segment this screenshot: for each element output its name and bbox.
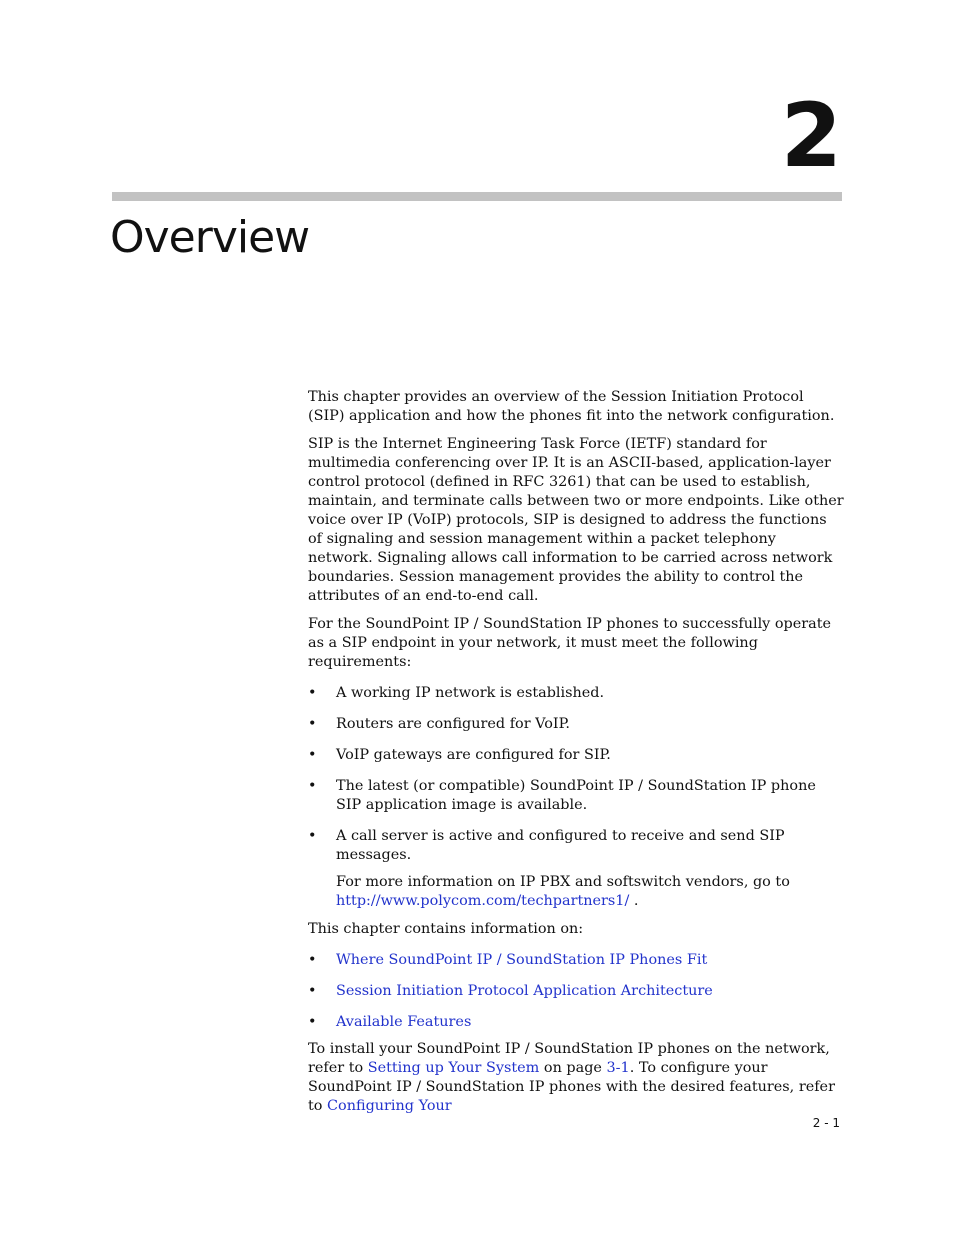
contents-item (308, 982, 844, 1001)
contents-link-available-features[interactable]: Available Features (336, 1014, 472, 1030)
requirement-item: • A call server is active and configured to receive and send SIP messages. (308, 828, 785, 863)
bullet-icon: • (308, 778, 317, 794)
sip-paragraph: SIP is the Internet Engineering Task Force (IETF) standard for multimedia conferencing over IP. It is an ASCII-based, application-layer control protocol (defined in RFC 3261) that can be used to establish, maintain, and terminate calls between two or more endpoints. Like other voice over IP (VoIP) protocols, SIP is designed to address the functions of signaling and session management within a packet telephony network. Signaling allows call information to be carried across network boundaries. Session management provides the ability to control the attributes of an end-to-end call. (308, 436, 844, 604)
requirement-item: • VoIP gateways are configured for SIP. (308, 747, 611, 763)
bullet-icon: • (308, 1014, 317, 1030)
techpartners-link[interactable]: http://www.polycom.com/techpartners1/ (336, 893, 630, 909)
bullet-icon: • (308, 747, 317, 763)
bullet-icon: • (308, 952, 317, 968)
page-number: 2 - 1 (812, 1116, 840, 1130)
bullet-icon: • (308, 983, 317, 999)
contents-intro: This chapter contains information on: (308, 921, 584, 937)
closing-paragraph: To install your SoundPoint IP / SoundStation IP phones on the network, refer to Setting up Your System on page 3-1. To configure your SoundPoint IP / SoundStation IP phones with the desired features, refer to Configuring Your (308, 1041, 835, 1114)
requirement-item: • Routers are configured for VoIP. (308, 716, 570, 732)
more-info-paragraph: For more information on IP PBX and softswitch vendors, go to http://www.polycom.com/techpartners1/ . (336, 874, 790, 909)
chapter-divider (112, 192, 842, 201)
chapter-title: Overview (110, 212, 310, 263)
bullet-icon: • (308, 685, 317, 701)
contents-item (308, 951, 844, 970)
requirements-paragraph: For the SoundPoint IP / SoundStation IP phones to successfully operate as a SIP endpoint in your network, it must meet the following requirements: (308, 616, 832, 670)
page-3-1-link[interactable]: 3-1 (606, 1060, 630, 1076)
bullet-icon: • (308, 716, 317, 732)
requirement-item: • A working IP network is established. (308, 685, 605, 701)
setting-up-link[interactable]: Setting up Your System (367, 1060, 540, 1076)
contents-link-sip-architecture[interactable]: Session Initiation Protocol Application Architecture (336, 983, 713, 999)
contents-item (308, 1013, 844, 1032)
chapter-number: 2 (780, 84, 842, 187)
requirement-item: • The latest (or compatible) SoundPoint IP / SoundStation IP phone SIP application image is available. (308, 778, 816, 813)
chapter-body (308, 388, 844, 1125)
intro-paragraph: This chapter provides an overview of the Session Initiation Protocol (SIP) application and how the phones fit into the network configuration. (308, 389, 835, 424)
configuring-link[interactable]: Configuring Your (327, 1098, 452, 1114)
contents-link-where-phones-fit[interactable]: Where SoundPoint IP / SoundStation IP Phones Fit (336, 952, 708, 968)
bullet-icon: • (308, 828, 317, 844)
